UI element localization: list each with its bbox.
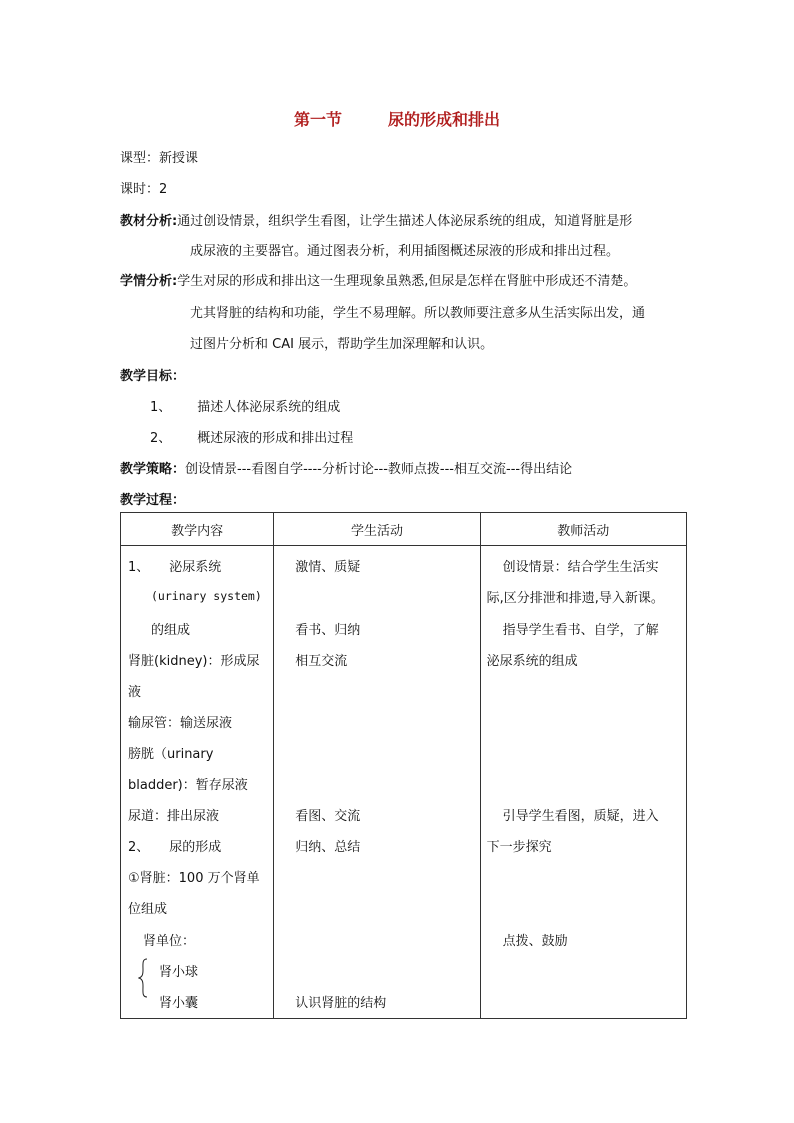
content-line: 尿道：排出尿液 <box>128 809 220 824</box>
content-line: (urinary system) <box>151 589 262 603</box>
header-content: 教学内容 <box>121 513 274 546</box>
content-line: 的组成 <box>151 623 191 638</box>
teacher-activity: 创设情景：结合学生生活实 <box>502 560 659 575</box>
student-activity: 看图、交流 <box>295 809 361 824</box>
teaching-strategy: 教学策略：创设情景---看图自学----分析讨论---教师点拨---相互交流---得出结论 <box>120 462 573 477</box>
teacher-activity: 指导学生看书、自学，了解 <box>502 623 659 638</box>
student-analysis-line3: 过图片分析和 CAI 展示，帮助学生加深理解和认识。 <box>190 337 494 352</box>
student-analysis: 学情分析:学生对尿的形成和排出这一生理现象虽熟悉,但尿是怎样在肾脏中形成还不清楚。 <box>120 274 637 289</box>
content-line: 肾小囊 <box>159 996 199 1011</box>
material-analysis: 教材分析:通过创设情景，组织学生看图，让学生描述人体泌尿系统的组成，知道肾脏是形 <box>120 214 633 229</box>
goal-item: 1、 描述人体泌尿系统的组成 <box>150 400 341 415</box>
process-table <box>120 512 687 1019</box>
teacher-activity: 点拨、鼓励 <box>502 934 568 949</box>
content-cell <box>121 546 274 1019</box>
goals-heading: 教学目标： <box>120 369 186 384</box>
content-line: 肾单位： <box>143 934 196 949</box>
student-activity: 相互交流 <box>295 654 348 669</box>
student-activity: 看书、归纳 <box>295 623 361 638</box>
content-line: bladder)：暂存尿液 <box>128 778 248 793</box>
title-section: 第一节 <box>293 110 342 129</box>
teacher-activity: 下一步探究 <box>486 840 552 855</box>
content-line: 1、 泌尿系统 <box>128 560 222 575</box>
table-row <box>121 546 687 1019</box>
content-line: 2、 尿的形成 <box>128 840 222 855</box>
brace-icon <box>138 958 148 998</box>
content-line: 输尿管：输送尿液 <box>128 716 233 731</box>
goal-item: 2、 概述尿液的形成和排出过程 <box>150 431 354 446</box>
student-cell <box>274 546 480 1019</box>
title-topic: 尿的形成和排出 <box>388 110 501 129</box>
process-heading: 教学过程： <box>120 493 186 508</box>
header-teacher: 教师活动 <box>480 513 686 546</box>
table-header-row <box>121 513 687 546</box>
content-line: 肾小球 <box>159 965 199 980</box>
lesson-hours: 课时：2 <box>120 182 168 197</box>
page-title <box>0 107 794 130</box>
content-line: ①肾脏：100 万个肾单 <box>128 871 260 886</box>
student-activity: 认识肾脏的结构 <box>295 996 387 1011</box>
material-analysis-line2: 成尿液的主要器官。通过图表分析，利用插图概述尿液的形成和排出过程。 <box>190 244 620 259</box>
lesson-type: 课型：新授课 <box>120 151 199 166</box>
teacher-activity: 引导学生看图，质疑，进入 <box>502 809 659 824</box>
content-line: 膀胱（urinary <box>128 747 214 762</box>
student-analysis-line2: 尤其肾脏的结构和功能，学生不易理解。所以教师要注意多从生活实际出发，通 <box>190 306 646 321</box>
student-activity: 归纳、总结 <box>295 840 361 855</box>
student-activity: 激情、质疑 <box>295 560 361 575</box>
header-student: 学生活动 <box>274 513 480 546</box>
teacher-cell <box>480 546 686 1019</box>
teacher-activity: 际,区分排泄和排遗,导入新课。 <box>486 591 664 606</box>
content-line: 液 <box>128 685 142 700</box>
content-line: 肾脏(kidney)：形成尿 <box>128 654 260 669</box>
teacher-activity: 泌尿系统的组成 <box>486 654 578 669</box>
content-line: 位组成 <box>128 902 168 917</box>
